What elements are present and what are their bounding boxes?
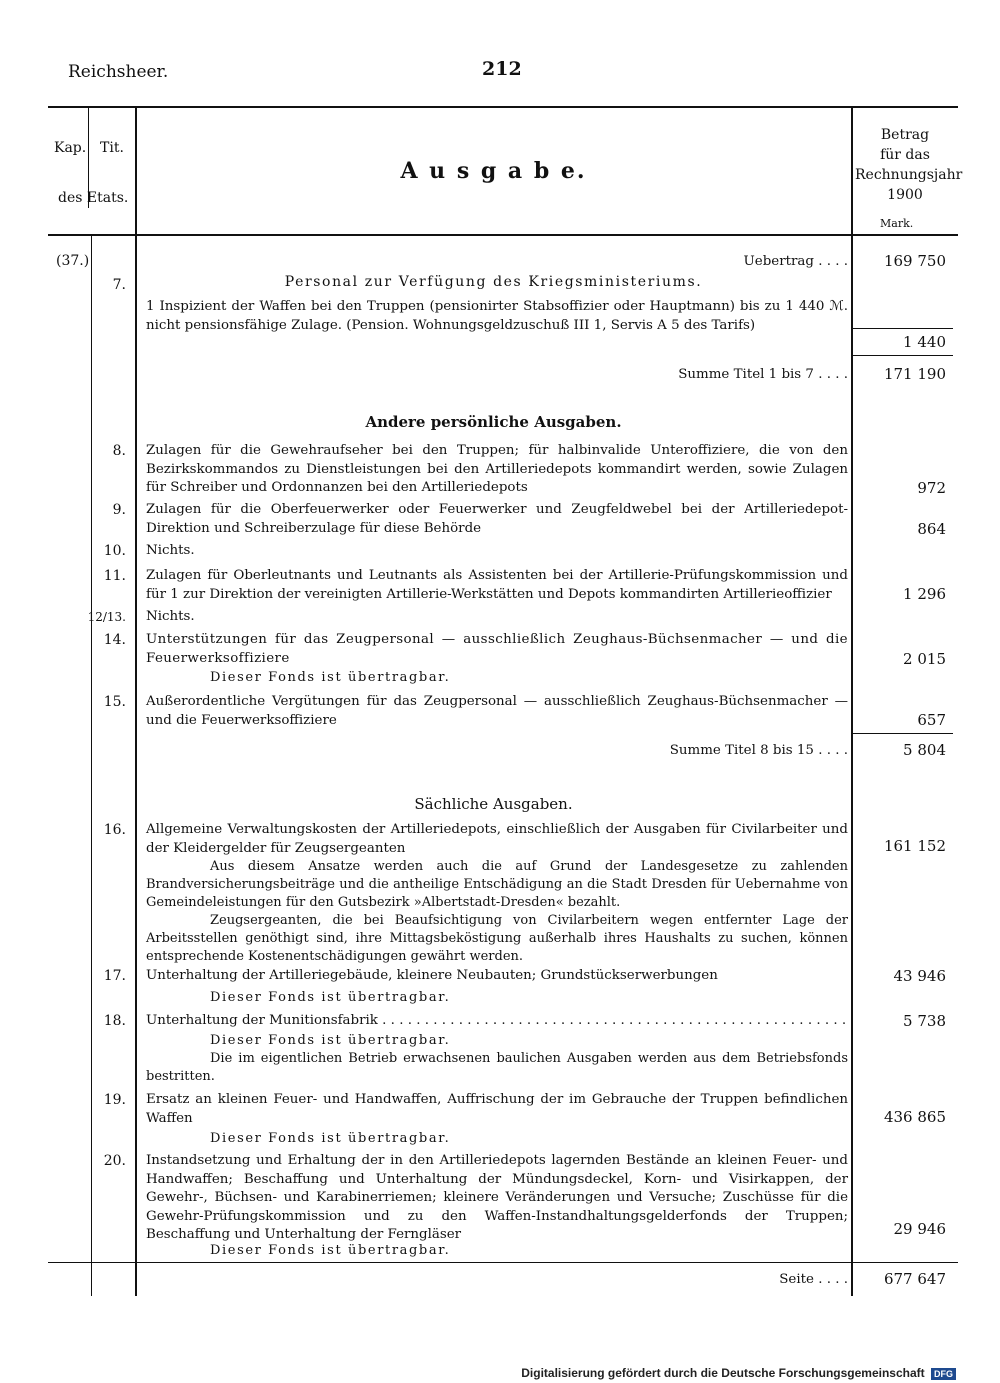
tit-14-note: Dieser Fonds ist übertragbar. — [210, 670, 451, 685]
tit-19-note: Dieser Fonds ist übertragbar. — [210, 1131, 451, 1146]
tit-20-note: Dieser Fonds ist übertragbar. — [210, 1243, 451, 1258]
tit-7-text: 1 Inspizient der Waffen bei den Truppen (pensionirter Stabsoffizier oder Hauptmann) bis zu 1 440 ℳ. nicht pensionsfähige Zulage. (Pension. Wohnungsgeldzuschuß III 1, Servis A 5 des Tarifs) — [146, 299, 848, 333]
sum-1-7-label: Summe Titel 1 bis 7 . . . . — [678, 367, 848, 382]
tit-17-amount: 43 946 — [893, 967, 946, 985]
section-title-personal: Personal zur Verfügung des Kriegsministeriums. — [284, 274, 703, 290]
page-number: 212 — [482, 58, 522, 80]
sum-rule-2 — [853, 733, 953, 734]
tit-9-amount: 864 — [917, 520, 946, 538]
main-title: A u s g a b e. — [400, 158, 587, 184]
amount-header-line2: für das — [880, 147, 930, 163]
tit-15-amount: 657 — [917, 711, 946, 729]
tit-20-number: 20. — [103, 1153, 126, 1169]
section-title-andere: Andere persönliche Ausgaben. — [365, 413, 622, 431]
tit-11-number: 11. — [103, 568, 126, 584]
page-total-rule — [48, 1262, 958, 1263]
amount-header-line1: Betrag — [880, 127, 930, 143]
amount-header-line3: Rechnungsjahr — [855, 167, 963, 183]
page-total-label: Seite . . . . — [779, 1272, 848, 1287]
tit-7-amount: 1 440 — [903, 333, 946, 351]
tit-14-text: Unterstützungen für das Zeugpersonal — ausschließlich Zeughaus-Büchsenmacher — und die Feuerwerksoffiziere — [146, 632, 848, 666]
tit-17-note: Dieser Fonds ist übertragbar. — [210, 990, 451, 1005]
page-total-amount: 677 647 — [883, 1270, 946, 1288]
tit-8-number: 8. — [112, 443, 126, 459]
tit-11-text: Zulagen für Oberleutnants und Leutnants als Assistenten bei der Artillerie-Prüfungskommission und für 1 zur Direktion der vereinigten Artillerie-Werkstätten und Depots kommandirten Artillerieoffizier — [146, 568, 848, 602]
tit-18-amount: 5 738 — [903, 1012, 946, 1030]
table-top-rule — [48, 106, 958, 108]
uebertrag-amount: 169 750 — [883, 252, 946, 270]
tit-17-text: Unterhaltung der Artilleriegebäude, kleinere Neubauten; Grundstückserwerbungen — [146, 968, 718, 983]
header-tit: Tit. — [100, 140, 124, 156]
digitization-footer — [521, 1366, 956, 1380]
footer-text: Digitalisierung gefördert durch die Deutsche Forschungsgemeinschaft — [521, 1366, 925, 1380]
tit-9-text: Zulagen für die Oberfeuerwerker oder Feuerwerker und Zeugfeldwebel bei der Artilleriedepot-Direktion und Schreiberzulage für diese Behörde — [146, 502, 848, 536]
amount-header — [855, 125, 963, 205]
kap-tit-column-divider — [91, 236, 92, 1296]
tit-16-note-1: Aus diesem Ansatze werden auch die auf Grund der Landesgesetze zu zahlenden Brandversicherungsbeiträge und die antheilige Entschädigung an die Stadt Dresden für Uebernahme von Gemeindeleistungen für den Gutsbezirk »Albertstadt-Dresden« bezahlt. — [146, 859, 848, 910]
tit-12-13-number: 12/13. — [87, 610, 126, 624]
header-kap: Kap. — [54, 140, 87, 156]
tit-14-amount: 2 015 — [903, 650, 946, 668]
tit-14-number: 14. — [103, 632, 126, 648]
tit-10-text: Nichts. — [146, 543, 195, 558]
sum-8-15-label: Summe Titel 8 bis 15 . . . . — [669, 743, 848, 758]
tit-18-note: Dieser Fonds ist übertragbar. — [210, 1033, 451, 1048]
sum-1-7-amount: 171 190 — [883, 365, 946, 383]
uebertrag-label: Uebertrag . . . . — [743, 254, 848, 269]
running-title: Reichsheer. — [68, 62, 169, 82]
tit-17-number: 17. — [103, 968, 126, 984]
tit-19-number: 19. — [103, 1092, 126, 1108]
tit-18-number: 18. — [103, 1013, 126, 1029]
tit-19-text: Ersatz an kleinen Feuer- und Handwaffen, Auffrischung der im Gebrauche der Truppen befindlichen Waffen — [146, 1092, 848, 1126]
tit-20-amount: 29 946 — [893, 1220, 946, 1238]
tit-18-note-2: Die im eigentlichen Betrieb erwachsenen baulichen Ausgaben werden aus dem Betriebsfonds bestritten. — [146, 1051, 848, 1084]
tit-15-number: 15. — [103, 694, 126, 710]
tit-9-number: 9. — [112, 502, 126, 518]
table-header-rule — [48, 234, 958, 236]
tit-10-number: 10. — [103, 543, 126, 559]
tit-11-amount: 1 296 — [903, 585, 946, 603]
tit-16-number: 16. — [103, 822, 126, 838]
kapitel-number: (37.) — [56, 253, 90, 269]
tit-16-note-2: Zeugsergeanten, die bei Beaufsichtigung von Civilarbeitern wegen entfernter Lage der Arbeitsstellen genöthigt sind, ihre Mittagsbeköstigung außerhalb ihres Haushalts zu suchen, können entsprechende Kostenentschädigungen gewährt werden. — [146, 913, 848, 964]
tit-18-text: Unterhaltung der Munitionsfabrik . . . — [146, 1012, 848, 1031]
tit-12-13-text: Nichts. — [146, 609, 195, 624]
section-title-saechliche: Sächliche Ausgaben. — [414, 795, 573, 813]
subtotal-rule — [853, 328, 953, 329]
dfg-logo: DFG — [931, 1368, 956, 1380]
tit-8-text: Zulagen für die Gewehraufseher bei den Truppen; für halbinvalide Unteroffiziere, die von den Bezirkskommandos zu Dienstleistungen bei den Artilleriedepots kommandirt werden, sowie Zulagen für Schreiber und Ordonnanzen bei den Artilleriedepots — [146, 443, 848, 495]
tit-19-amount: 436 865 — [883, 1108, 946, 1126]
tit-8-amount: 972 — [917, 479, 946, 497]
sum-8-15-amount: 5 804 — [903, 741, 946, 759]
tit-16-text: Allgemeine Verwaltungskosten der Artilleriedepots, einschließlich der Ausgaben für Civilarbeiter und der Kleidergelder für Zeugsergeanten — [146, 822, 848, 856]
amount-unit: Mark. — [880, 217, 914, 230]
sum-rule — [853, 355, 953, 356]
tit-20-text: Instandsetzung und Erhaltung der in den Artilleriedepots lagernden Bestände an kleinen Feuer- und Handwaffen; Beschaffung und Unterhaltung der Mündungsdeckel, Korn- und Visirkappen, der Gewehr-, Büchsen- und Karabinerriemen; kleinere Veränderungen und Versuche; Zuschüsse für die Gewehr-Prüfungskommission und zu den Waffen-Instandhaltungsgelderfonds der Truppen; Beschaffung und Unterhaltung der Ferngläser — [146, 1153, 848, 1242]
amount-header-line4: 1900 — [887, 187, 923, 203]
header-des-etats: des Etats. — [58, 190, 129, 206]
tit-7-number: 7. — [112, 277, 126, 293]
tit-16-amount: 161 152 — [883, 837, 946, 855]
tit-15-text: Außerordentliche Vergütungen für das Zeugpersonal — ausschließlich Zeughaus-Büchsenmacher — und die Feuerwerksoffiziere — [146, 694, 848, 728]
